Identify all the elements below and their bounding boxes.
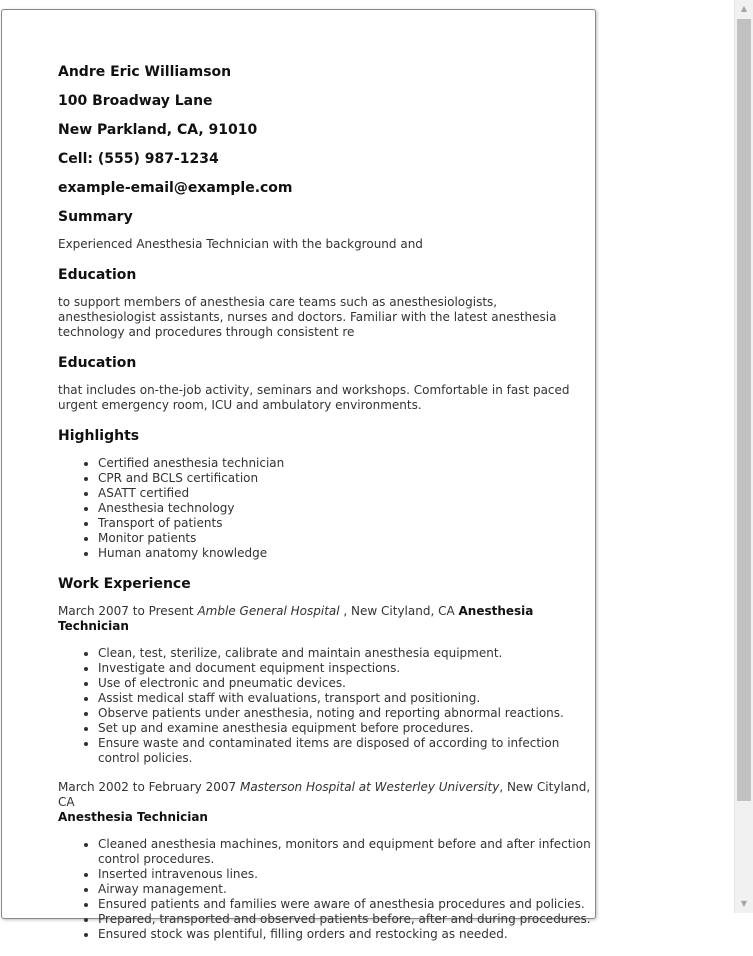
job-duty: • Prepared, transported and observed patients before, after and during procedures. bbox=[98, 912, 593, 927]
highlight-item: • Transport of patients bbox=[98, 516, 593, 531]
scroll-down-icon[interactable]: ▼ bbox=[740, 899, 748, 908]
highlight-item: • ASATT certified bbox=[98, 486, 593, 501]
job-duty: • Observe patients under anesthesia, noting and reporting abnormal reactions. bbox=[98, 706, 593, 721]
job-duty: • Investigate and document equipment inspections. bbox=[98, 661, 593, 676]
contact-name: Andre Eric Williamson bbox=[58, 64, 232, 80]
job-employer: Masterson Hospital at Westerley University bbox=[239, 780, 500, 794]
job-duties-list bbox=[58, 646, 593, 766]
job-employer: Amble General Hospital bbox=[197, 604, 340, 618]
job-duty: • Assist medical staff with evaluations, transport and positioning. bbox=[98, 691, 593, 706]
job-duty: • Set up and examine anesthesia equipment before procedures. bbox=[98, 721, 593, 736]
job-header bbox=[58, 780, 593, 825]
scrollbar-thumb[interactable] bbox=[737, 19, 751, 801]
job-duty: • Clean, test, sterilize, calibrate and maintain anesthesia equipment. bbox=[98, 646, 593, 661]
job-duty: • Use of electronic and pneumatic devices. bbox=[98, 676, 593, 691]
job-header bbox=[58, 604, 593, 634]
contact-email: example-email@example.com bbox=[58, 180, 293, 196]
job-role: Anesthesia Technician bbox=[58, 810, 208, 824]
resume-page bbox=[1, 9, 596, 941]
work-experience-heading: Work Experience bbox=[58, 576, 191, 592]
education-heading: Education bbox=[58, 267, 137, 283]
job-duty: • Airway management. bbox=[98, 882, 593, 897]
job-dates: March 2002 to February 2007 bbox=[58, 780, 237, 794]
job-dates: March 2007 to Present bbox=[58, 604, 194, 618]
highlight-item: • Certified anesthesia technician bbox=[98, 456, 593, 471]
job-duty: • Ensured stock was plentiful, filling orders and restocking as needed. bbox=[98, 927, 593, 942]
contact-cell: Cell: (555) 987-1234 bbox=[58, 151, 219, 167]
job-duties-list bbox=[58, 837, 593, 942]
highlight-item: • Monitor patients bbox=[98, 531, 593, 546]
vertical-scrollbar[interactable] bbox=[734, 0, 753, 913]
summary-heading: Summary bbox=[58, 209, 133, 225]
contact-address: 100 Broadway Lane bbox=[58, 93, 213, 109]
highlight-item: • CPR and BCLS certification bbox=[98, 471, 593, 486]
highlight-item: • Human anatomy knowledge bbox=[98, 546, 593, 561]
scroll-up-icon[interactable]: ▲ bbox=[740, 4, 748, 13]
summary-text: Experienced Anesthesia Technician with the background and bbox=[58, 237, 423, 251]
education-text: that includes on-the-job activity, seminars and workshops. Comfortable in fast paced urgent emergency room, ICU and ambulatory environments. bbox=[58, 383, 570, 412]
job-duty: • Ensured patients and families were aware of anesthesia procedures and policies. bbox=[98, 897, 593, 912]
highlights-list bbox=[58, 456, 593, 561]
job-role: Anesthesia Technician bbox=[58, 604, 534, 633]
job-duty: • Ensure waste and contaminated items are disposed of according to infection control policies. bbox=[98, 736, 593, 766]
resume-content bbox=[58, 63, 593, 956]
contact-city: New Parkland, CA, 91010 bbox=[58, 122, 258, 138]
highlight-item: • Anesthesia technology bbox=[98, 501, 593, 516]
job-location: , New Cityland, CA bbox=[339, 604, 459, 618]
job-duty: • Cleaned anesthesia machines, monitors and equipment before and after infection control procedures. bbox=[98, 837, 593, 867]
education-text: to support members of anesthesia care teams such as anesthesiologists, anesthesiologist assistants, nurses and doctors. Familiar with the latest anesthesia technology and procedures through consistent re bbox=[58, 295, 557, 339]
job-duty: • Inserted intravenous lines. bbox=[98, 867, 593, 882]
highlights-heading: Highlights bbox=[58, 428, 140, 444]
education-heading: Education bbox=[58, 355, 137, 371]
job-location: , New Cityland, CA bbox=[58, 780, 591, 809]
